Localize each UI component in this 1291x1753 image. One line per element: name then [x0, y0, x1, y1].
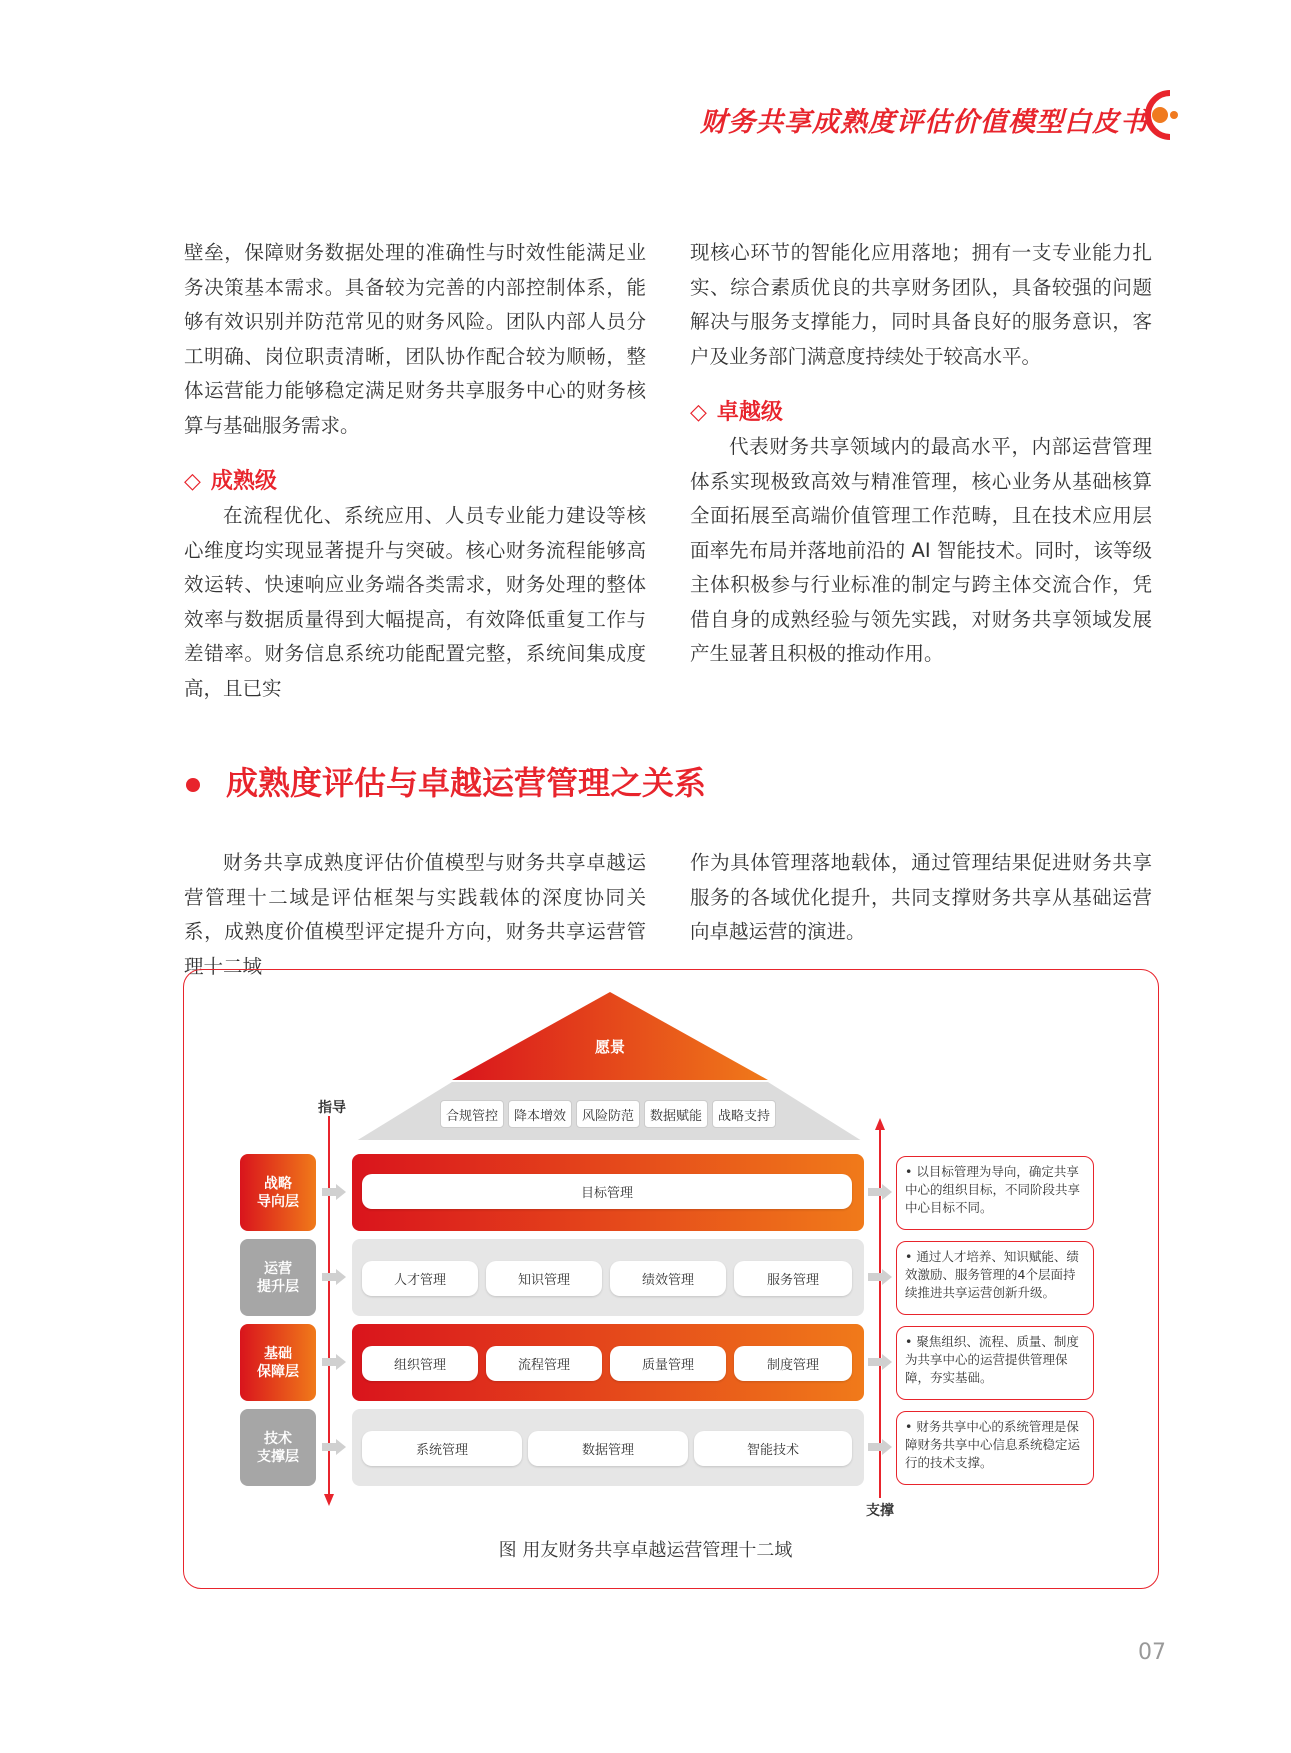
- right-column: [690, 236, 1152, 672]
- item-performance-management: 绩效管理: [610, 1261, 726, 1296]
- layer-label-operation: [240, 1239, 316, 1316]
- note-technology: • 财务共享中心的系统管理是保障财务共享中心信息系统稳定运行的技术支撑。: [896, 1411, 1094, 1485]
- note-operation: • 通过人才培养、知识赋能、绩效激励、服务管理的4个层面持续推进共享运营创新升级。: [896, 1241, 1094, 1315]
- support-label: 支撑: [866, 1503, 894, 1519]
- tag-data-empowerment: 数据赋能: [644, 1100, 708, 1128]
- note-connector-arrows: [866, 1154, 896, 1494]
- section-right-text: [690, 846, 1152, 950]
- item-service-management: 服务管理: [734, 1261, 852, 1296]
- right-paragraph-1: 现核心环节的智能化应用落地；拥有一支专业能力扎实、综合素质优良的共享财务团队，具备较强的问题解决与服务支撑能力，同时具备良好的服务意识，客户及业务部门满意度持续处于较高水平。: [690, 241, 1152, 368]
- section-left-text: [184, 846, 646, 984]
- vision-label: 愿景: [594, 1038, 625, 1056]
- level-heading-mature: [184, 465, 646, 499]
- level-heading-excellent-text: 卓越级: [716, 400, 783, 425]
- item-knowledge-management: 知识管理: [486, 1261, 602, 1296]
- item-intelligent-technology: 智能技术: [694, 1431, 852, 1466]
- layer-label-strategy-text: 战略 导向层: [257, 1175, 299, 1210]
- left-paragraph-2: 在流程优化、系统应用、人员专业能力建设等核心维度均实现显著提升与突破。核心财务流程能够高效运转、快速响应业务端各类需求，财务处理的整体效率与数据质量得到大幅提高，有效降低重复工作与差错率。财务信息系统功能配置完整，系统间集成度高，且已实: [184, 504, 646, 700]
- left-paragraph-1: 壁垒，保障财务数据处理的准确性与时效性能满足业务决策基本需求。具备较为完善的内部控制体系，能够有效识别并防范常见的财务风险。团队内部人员分工明确、岗位职责清晰，团队协作配合较为顺畅，整体运营能力能够稳定满足财务共享服务中心的财务核算与基础服务需求。: [184, 241, 646, 437]
- item-process-management: 流程管理: [486, 1346, 602, 1381]
- layer-label-technology: [240, 1409, 316, 1486]
- left-column: [184, 236, 646, 706]
- brand-logo-icon: [1140, 85, 1180, 145]
- item-data-management: 数据管理: [528, 1431, 688, 1466]
- guide-label: 指导: [318, 1100, 346, 1116]
- note-foundation: • 聚焦组织、流程、质量、制度为共享中心的运营提供管理保障，夯实基础。: [896, 1326, 1094, 1400]
- note-strategy: • 以目标管理为导向，确定共享中心的组织目标，不同阶段共享中心目标不同。: [896, 1156, 1094, 1230]
- section-title: 成熟度评估与卓越运营管理之关系: [226, 764, 707, 802]
- item-policy-management: 制度管理: [734, 1346, 852, 1381]
- item-target-management: 目标管理: [362, 1174, 852, 1209]
- level-heading-excellent: [690, 396, 1152, 430]
- figure-caption: 图 用友财务共享卓越运营管理十二域: [498, 1540, 793, 1561]
- diamond-icon: ◇: [184, 469, 201, 494]
- diamond-icon: ◇: [690, 400, 707, 425]
- section-bullet-icon: [186, 778, 200, 792]
- section-right-paragraph: 作为具体管理落地载体，通过管理结果促进财务共享服务的各域优化提升，共同支撑财务共享从基础运营向卓越运营的演进。: [690, 851, 1152, 943]
- section-left-paragraph: 财务共享成熟度评估价值模型与财务共享卓越运营管理十二域是评估框架与实践载体的深度协同关系，成熟度价值模型评定提升方向，财务共享运营管理十二域: [184, 851, 646, 978]
- layer-label-foundation-text: 基础 保障层: [257, 1345, 299, 1380]
- level-heading-mature-text: 成熟级: [210, 469, 277, 494]
- item-organization-management: 组织管理: [362, 1346, 478, 1381]
- layer-label-operation-text: 运营 提升层: [257, 1260, 299, 1295]
- page-number: 07: [1138, 1640, 1166, 1665]
- tag-cost-efficiency: 降本增效: [508, 1100, 572, 1128]
- item-quality-management: 质量管理: [610, 1346, 726, 1381]
- item-talent-management: 人才管理: [362, 1261, 478, 1296]
- layer-connector-arrows: [318, 1154, 352, 1494]
- layer-label-strategy: [240, 1154, 316, 1231]
- item-system-management: 系统管理: [362, 1431, 522, 1466]
- tag-risk-prevention: 风险防范: [576, 1100, 640, 1128]
- right-paragraph-2: 代表财务共享领域内的最高水平，内部运营管理体系实现极致高效与精准管理，核心业务从基础核算全面拓展至高端价值管理工作范畴，且在技术应用层面率先布局并落地前沿的 AI 智能技术。同时，该等级主体积极参与行业标准的制定与跨主体交流合作，凭借自身的成熟经验与领先实践，对财务共享领域发展产生显著且积极的推动作用。: [690, 435, 1152, 665]
- layer-label-foundation: [240, 1324, 316, 1401]
- header-title: 财务共享成熟度评估价值模型白皮书: [700, 107, 1148, 138]
- tag-compliance: 合规管控: [440, 1100, 504, 1128]
- tag-strategy-support: 战略支持: [712, 1100, 776, 1128]
- layer-label-technology-text: 技术 支撑层: [257, 1430, 299, 1465]
